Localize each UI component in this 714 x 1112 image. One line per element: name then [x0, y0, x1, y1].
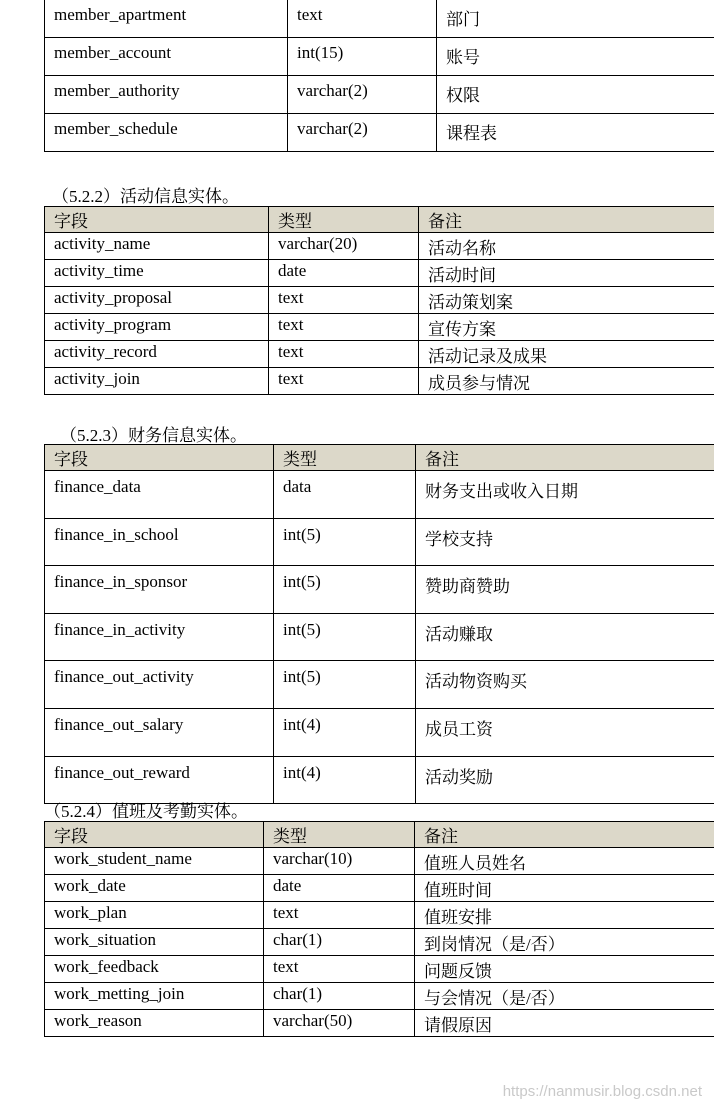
- section-caption-duty: （5.2.4）值班及考勤实体。: [44, 802, 248, 821]
- header-cell: 类型: [269, 207, 419, 233]
- table-row: [45, 471, 714, 519]
- table-row: [45, 848, 714, 875]
- table-row: [45, 76, 714, 114]
- type-cell: text: [269, 314, 419, 341]
- type-cell: text: [288, 0, 437, 38]
- table-row: [45, 1010, 714, 1037]
- note-cell: 请假原因: [415, 1010, 714, 1037]
- note-cell: 赞助商赞助: [416, 566, 714, 614]
- field-name-cell: finance_in_sponsor: [45, 566, 274, 614]
- table-row: [45, 708, 714, 756]
- field-name-cell: finance_in_school: [45, 518, 274, 566]
- type-cell: int(5): [274, 613, 416, 661]
- note-cell: 成员参与情况: [419, 368, 714, 395]
- table-row: [45, 368, 714, 395]
- finance-table-body: [45, 471, 714, 804]
- table-row: [45, 0, 714, 38]
- field-name-cell: activity_join: [45, 368, 269, 395]
- type-cell: int(5): [274, 661, 416, 709]
- type-cell: int(15): [288, 38, 437, 76]
- note-cell: 学校支持: [416, 518, 714, 566]
- member-table: [44, 0, 714, 152]
- type-cell: data: [274, 471, 416, 519]
- table-row: [45, 956, 714, 983]
- table-row: [45, 260, 714, 287]
- field-name-cell: work_plan: [45, 902, 264, 929]
- type-cell: date: [269, 260, 419, 287]
- note-cell: 活动策划案: [419, 287, 714, 314]
- type-cell: char(1): [264, 983, 415, 1010]
- field-name-cell: work_feedback: [45, 956, 264, 983]
- note-cell: 活动名称: [419, 233, 714, 260]
- field-name-cell: member_schedule: [45, 114, 288, 152]
- type-cell: text: [269, 341, 419, 368]
- note-cell: 活动物资购买: [416, 661, 714, 709]
- note-cell: 与会情况（是/否）: [415, 983, 714, 1010]
- table-row: [45, 613, 714, 661]
- note-cell: 课程表: [437, 114, 714, 152]
- table-row: [45, 566, 714, 614]
- type-cell: int(5): [274, 566, 416, 614]
- table-row: [45, 983, 714, 1010]
- activity-table: [44, 206, 714, 395]
- table-header-row: [45, 822, 714, 848]
- type-cell: varchar(10): [264, 848, 415, 875]
- field-name-cell: work_student_name: [45, 848, 264, 875]
- note-cell: 活动记录及成果: [419, 341, 714, 368]
- member-table-body: [45, 0, 714, 152]
- watermark: https://nanmusir.blog.csdn.net: [502, 1083, 702, 1100]
- table-row: [45, 875, 714, 902]
- field-name-cell: work_metting_join: [45, 983, 264, 1010]
- type-cell: date: [264, 875, 415, 902]
- note-cell: 值班时间: [415, 875, 714, 902]
- table-row: [45, 341, 714, 368]
- type-cell: varchar(20): [269, 233, 419, 260]
- note-cell: 活动赚取: [416, 613, 714, 661]
- table-row: [45, 38, 714, 76]
- note-cell: 值班安排: [415, 902, 714, 929]
- duty-table-body: [45, 848, 714, 1037]
- header-cell: 字段: [45, 445, 274, 471]
- note-cell: 活动奖励: [416, 756, 714, 804]
- field-name-cell: finance_out_salary: [45, 708, 274, 756]
- note-cell: 部门: [437, 0, 714, 38]
- field-name-cell: activity_time: [45, 260, 269, 287]
- header-cell: 字段: [45, 822, 264, 848]
- header-cell: 类型: [274, 445, 416, 471]
- type-cell: varchar(2): [288, 114, 437, 152]
- note-cell: 权限: [437, 76, 714, 114]
- header-cell: 备注: [416, 445, 714, 471]
- type-cell: text: [269, 368, 419, 395]
- table-row: [45, 287, 714, 314]
- type-cell: int(4): [274, 756, 416, 804]
- field-name-cell: activity_program: [45, 314, 269, 341]
- type-cell: text: [264, 956, 415, 983]
- duty-table: [44, 821, 714, 1037]
- header-cell: 类型: [264, 822, 415, 848]
- field-name-cell: member_account: [45, 38, 288, 76]
- field-name-cell: activity_proposal: [45, 287, 269, 314]
- type-cell: char(1): [264, 929, 415, 956]
- field-name-cell: activity_name: [45, 233, 269, 260]
- header-cell: 字段: [45, 207, 269, 233]
- type-cell: varchar(50): [264, 1010, 415, 1037]
- table-row: [45, 929, 714, 956]
- table-row: [45, 518, 714, 566]
- field-name-cell: work_reason: [45, 1010, 264, 1037]
- section-caption-activity: （5.2.2）活动信息实体。: [52, 187, 239, 206]
- activity-table-body: [45, 233, 714, 395]
- type-cell: text: [264, 902, 415, 929]
- note-cell: 成员工资: [416, 708, 714, 756]
- header-cell: 备注: [415, 822, 714, 848]
- table-header-row: [45, 207, 714, 233]
- note-cell: 活动时间: [419, 260, 714, 287]
- table-row: [45, 114, 714, 152]
- field-name-cell: finance_out_reward: [45, 756, 274, 804]
- field-name-cell: finance_out_activity: [45, 661, 274, 709]
- note-cell: 问题反馈: [415, 956, 714, 983]
- note-cell: 财务支出或收入日期: [416, 471, 714, 519]
- table-row: [45, 314, 714, 341]
- type-cell: int(5): [274, 518, 416, 566]
- note-cell: 值班人员姓名: [415, 848, 714, 875]
- field-name-cell: work_situation: [45, 929, 264, 956]
- section-caption-finance: （5.2.3）财务信息实体。: [60, 426, 247, 445]
- table-row: [45, 661, 714, 709]
- field-name-cell: activity_record: [45, 341, 269, 368]
- field-name-cell: finance_in_activity: [45, 613, 274, 661]
- type-cell: int(4): [274, 708, 416, 756]
- table-row: [45, 233, 714, 260]
- field-name-cell: member_apartment: [45, 0, 288, 38]
- finance-table: [44, 444, 714, 804]
- type-cell: varchar(2): [288, 76, 437, 114]
- table-row: [45, 902, 714, 929]
- type-cell: text: [269, 287, 419, 314]
- table-header-row: [45, 445, 714, 471]
- header-cell: 备注: [419, 207, 714, 233]
- note-cell: 账号: [437, 38, 714, 76]
- field-name-cell: member_authority: [45, 76, 288, 114]
- field-name-cell: work_date: [45, 875, 264, 902]
- note-cell: 宣传方案: [419, 314, 714, 341]
- field-name-cell: finance_data: [45, 471, 274, 519]
- note-cell: 到岗情况（是/否）: [415, 929, 714, 956]
